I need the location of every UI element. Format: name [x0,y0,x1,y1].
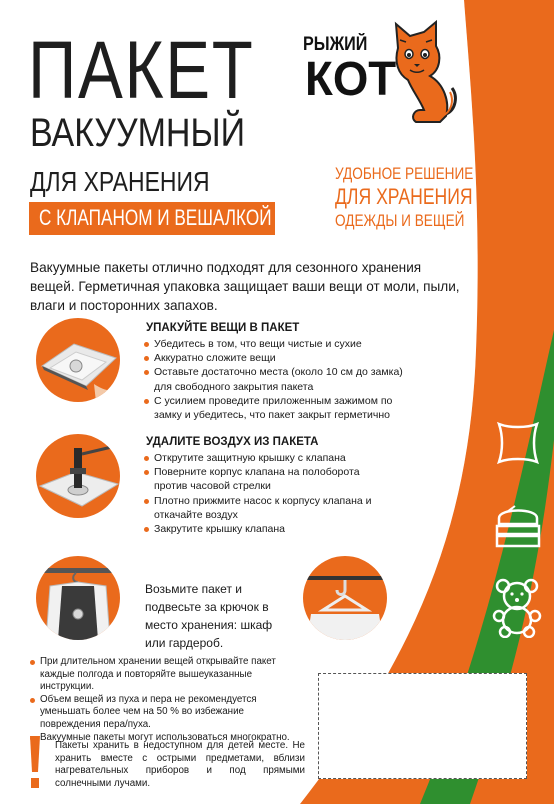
list-item: Плотно прижмите насос к корпусу клапана и откачайте воздух [143,494,383,522]
slogan-line3: ОДЕЖДЫ И ВЕЩЕЙ [335,211,465,230]
step2-title: УДАЛИТЕ ВОЗДУХ ИЗ ПАКЕТА [146,436,319,448]
step2-photo [36,434,120,518]
list-item: Закрутите крышку клапана [143,522,383,536]
list-item: Оставьте достаточно места (около 10 см до замка) для свободного закрытия пакета [143,365,408,393]
usage-notes [30,656,300,744]
step1-list [143,337,408,422]
feature-badge-label: С КЛАПАНОМ И ВЕШАЛКОЙ [39,205,272,230]
teddy-bear-icon [491,578,543,638]
list-item: Вакуумные пакеты могут использоваться многократно. [30,732,300,745]
step2-list [143,451,383,536]
product-title: ПАКЕТ [28,25,255,116]
list-item: Поверните корпус клапана на полоборота против часовой стрелки [143,465,383,493]
pillow-icon [495,420,541,466]
step1-title: УПАКУЙТЕ ВЕЩИ В ПАКЕТ [146,322,300,334]
list-item: При длительном хранении вещей открывайте пакет каждые полгода и повторяйте вышеуказанные инструкции. [30,656,300,694]
brand-name-line1: РЫЖИЙ [303,34,368,55]
list-item: Объем вещей из пуха и пера не рекомендуется уменьшать более чем на 50 % во избежание повреждения пера/пуха. [30,694,300,732]
label-area [318,673,527,779]
list-item: Убедитесь в том, что вещи чистые и сухие [143,337,408,351]
intro-paragraph: Вакуумные пакеты отлично подходят для сезонного хранения вещей. Герметичная упаковка защищает ваши вещи от моли, пыли, влаги и посторонних запахов. [30,260,460,313]
folded-clothes-icon [493,500,543,552]
list-item: С усилием проведите приложенным зажимом по замку и убедитесь, что пакет закрыт герметично [143,394,408,422]
hang-instruction: Возьмите пакет и подвесьте за крючок в место хранения: шкаф или гардероб. [145,582,273,650]
step3-photo [36,556,120,640]
hook-photo [303,556,387,640]
ginger-cat-icon [380,18,460,124]
list-item: Аккуратно сложите вещи [143,351,408,365]
slogan-line1: УДОБНОЕ РЕШЕНИЕ [335,164,474,183]
slogan-line2: ДЛЯ ХРАНЕНИЯ [335,184,473,209]
step1-photo [36,318,120,402]
product-purpose: ДЛЯ ХРАНЕНИЯ [30,166,210,197]
product-subtitle: ВАКУУМНЫЙ [30,111,246,155]
slogan [305,164,474,230]
feature-badge [29,202,275,235]
exclamation-icon [30,736,40,790]
safety-warning: Пакеты хранить в недоступном для детей месте. Не хранить вместе с острыми предметами, вблизи нагревательных приборов и под прямыми солнечными лучами. [55,740,305,789]
list-item: Открутите защитную крышку с клапана [143,451,383,465]
brand-name-line2: КОТ [305,53,397,106]
